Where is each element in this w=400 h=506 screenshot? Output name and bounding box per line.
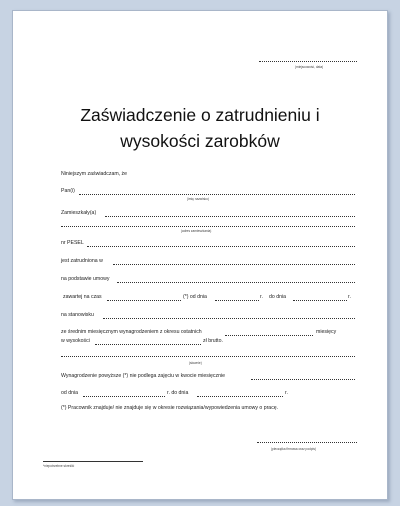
to-label: do dnia (269, 294, 287, 300)
amount-field[interactable] (95, 344, 201, 345)
amount-label: w wysokości (61, 338, 90, 344)
employer-field[interactable] (113, 264, 355, 265)
signature-caption: (pieczątka firmowa oraz podpis) (271, 447, 316, 451)
brutto-label: zł brutto. (203, 338, 223, 344)
pesel-label: nr PESEL (61, 240, 84, 246)
seizure-to-field[interactable] (197, 396, 283, 397)
months-count-field[interactable] (225, 335, 313, 336)
seizure-from-field[interactable] (83, 396, 165, 397)
footnote-text: *niepotrzebne skreślić (43, 464, 75, 468)
notice-text: (*) Pracownik znajduje/ nie znajduje się w okresie rozwiązania/wypowiedzenia umowy o pracę. (61, 405, 279, 411)
name-caption: (imię nazwisko) (187, 197, 209, 201)
signature-line[interactable] (257, 442, 357, 443)
address-field-2[interactable] (61, 226, 355, 227)
to-date-field[interactable] (293, 300, 347, 301)
salary-label: ze średnim miesięcznym wynagrodzeniem z okresu ostatnich (61, 329, 202, 335)
contract-label: na podstawie umowy (61, 276, 110, 282)
place-date-caption: (miejscowość, data) (295, 65, 324, 69)
address-field[interactable] (105, 216, 355, 217)
from-label: (*) od dnia (183, 294, 207, 300)
r-label-2: r. (348, 294, 351, 300)
document-title-line2: wysokości zarobków (120, 131, 280, 151)
r-label: r. (260, 294, 263, 300)
from-date-field[interactable] (215, 300, 259, 301)
pesel-field[interactable] (87, 246, 355, 247)
period-field[interactable] (107, 300, 181, 301)
position-field[interactable] (103, 318, 355, 319)
r-do-dnia-label: r. do dnia (167, 390, 189, 396)
footnote-separator (43, 461, 143, 462)
seizure-label: Wynagrodzenie powyższe (*) nie podlega zajęciu w kwocie miesięcznie (61, 373, 226, 379)
intro-text: Niniejszym zaświadczam, że (61, 171, 128, 177)
period-label: zawartej na czas (63, 294, 102, 300)
amount-words-field[interactable] (61, 356, 355, 357)
document-title-line1: Zaświadczenie o zatrudnieniu i (80, 105, 320, 125)
contract-field[interactable] (117, 282, 355, 283)
seizure-amount-field[interactable] (251, 379, 355, 380)
employed-label: jest zatrudniona w (61, 258, 103, 264)
document-page (12, 10, 388, 500)
r-label-4: r. (285, 390, 288, 396)
words-caption: (słownie) (189, 361, 202, 365)
address-label: Zamieszkały(a) (61, 210, 97, 216)
months-label: miesięcy (316, 329, 337, 335)
pan-label: Pan(i) (61, 188, 75, 194)
od-dnia-label: od dnia (61, 390, 79, 396)
address-caption: (adres zamieszkania) (181, 229, 212, 233)
place-date-line[interactable] (259, 61, 357, 62)
position-label: na stanowisku (61, 312, 94, 318)
name-field[interactable] (79, 194, 355, 195)
